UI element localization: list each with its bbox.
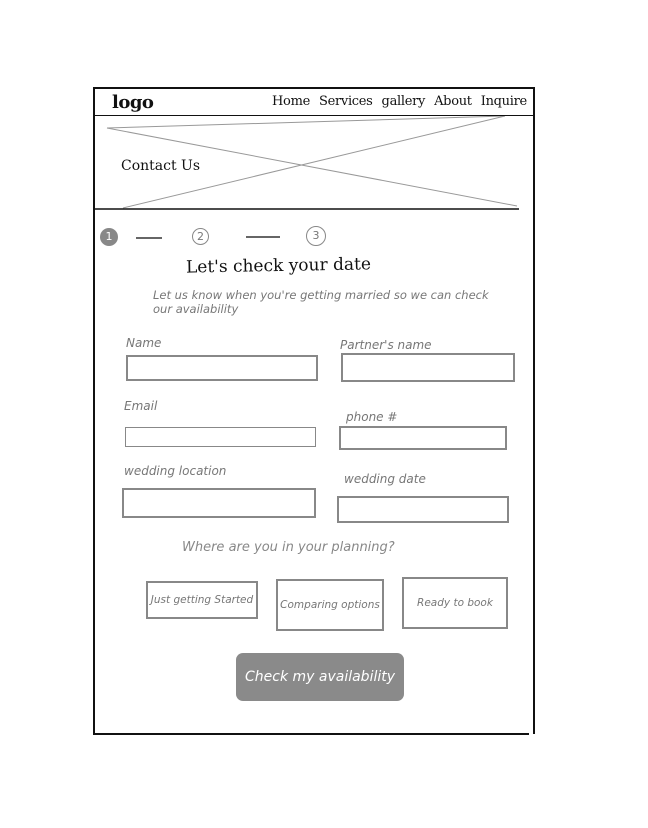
partner-name-label: Partner's name	[340, 338, 432, 352]
name-input[interactable]	[126, 355, 318, 381]
page-bottom-border	[93, 733, 529, 735]
nav-links	[272, 94, 527, 109]
phone-input[interactable]	[339, 426, 507, 450]
date-label: wedding date	[344, 472, 426, 486]
step-1-indicator[interactable]: 1	[100, 228, 118, 246]
form-subtext: Let us know when you're getting married so we can check our availability	[153, 288, 489, 316]
step-connector	[246, 236, 280, 238]
nav-link-services[interactable]: Services	[318, 94, 373, 109]
check-availability-button[interactable]: Check my availability	[236, 653, 404, 701]
location-label: wedding location	[124, 464, 227, 478]
phone-label: phone #	[346, 410, 398, 424]
option-comparing-options[interactable]: Comparing options	[276, 579, 384, 631]
partner-name-input[interactable]	[341, 353, 515, 382]
step-3-indicator[interactable]: 3	[306, 226, 326, 246]
email-label: Email	[124, 399, 158, 413]
date-input[interactable]	[337, 496, 509, 523]
step-connector	[136, 237, 162, 239]
location-input[interactable]	[122, 488, 316, 518]
option-ready-to-book[interactable]: Ready to book	[402, 577, 508, 629]
step-2-indicator[interactable]: 2	[192, 228, 209, 245]
nav-link-gallery[interactable]: gallery	[381, 94, 426, 109]
logo[interactable]: logo	[112, 92, 154, 113]
hero-banner	[95, 116, 533, 210]
hero-title: Contact Us	[121, 158, 201, 174]
nav-link-inquire[interactable]: Inquire	[480, 94, 527, 109]
form-heading: Let's check your date	[185, 254, 372, 278]
option-just-getting-started[interactable]: Just getting Started	[146, 581, 258, 619]
name-label: Name	[126, 336, 162, 350]
nav-link-home[interactable]: Home	[272, 94, 310, 109]
email-input[interactable]	[125, 427, 316, 447]
progress-steps	[100, 226, 340, 248]
planning-question: Where are you in your planning?	[182, 540, 395, 555]
hero-placeholder-line	[107, 116, 505, 128]
nav-link-about[interactable]: About	[434, 94, 472, 109]
